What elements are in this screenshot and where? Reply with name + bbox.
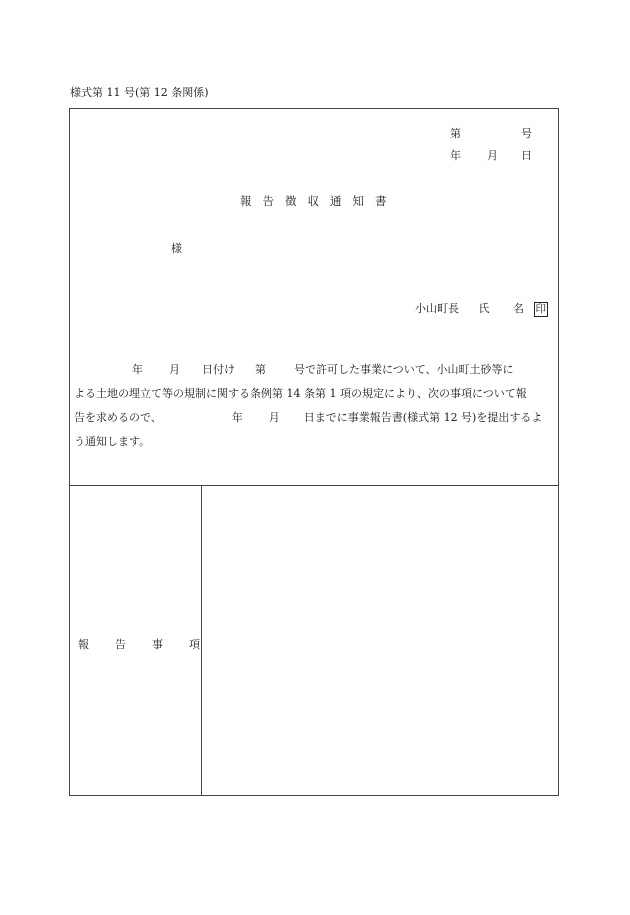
doc-number-suffix: 号 (521, 127, 532, 140)
body-line-3 (74, 409, 542, 425)
date-day: 日 (521, 149, 532, 162)
seal-mark: 印 (535, 303, 546, 315)
recipient-honorific: 様 (171, 242, 182, 255)
body-deadline-month: 月 (268, 411, 280, 424)
report-items-label: 報告事項 (78, 638, 226, 651)
sender-block (415, 300, 548, 317)
sender-name-label: 名 (513, 302, 524, 315)
doc-number-prefix: 第 (450, 127, 461, 140)
body-year: 年 (132, 363, 143, 376)
table-divider-horizontal (70, 485, 558, 486)
form-frame (69, 108, 559, 796)
body-line-4: う通知します。 (74, 435, 151, 448)
body-deadline-year: 年 (231, 411, 243, 424)
body-no: 第 (255, 363, 266, 376)
body-text-3b: 日までに事業報告書(様式第 12 号)を提出するよ (303, 411, 543, 424)
body-line-1 (74, 361, 514, 377)
body-month: 月 (169, 363, 180, 376)
body-dated: 日付け (202, 363, 235, 376)
sender-surname-label: 氏 (478, 302, 490, 315)
body-text-3a: 告を求めるので、 (74, 411, 162, 424)
body-text-1: 号で許可した事業について、小山町土砂等に (294, 363, 514, 376)
sender-title: 小山町長 (415, 302, 459, 315)
form-number: 様式第 11 号(第 12 条関係) (70, 86, 209, 99)
date-month: 月 (487, 149, 498, 162)
date-year: 年 (450, 149, 461, 162)
body-line-2: よる土地の埋立て等の規制に関する条例第 14 条第 1 項の規定により、次の事項について報 (74, 387, 527, 400)
document-title: 報告徴収通知書 (240, 194, 398, 208)
